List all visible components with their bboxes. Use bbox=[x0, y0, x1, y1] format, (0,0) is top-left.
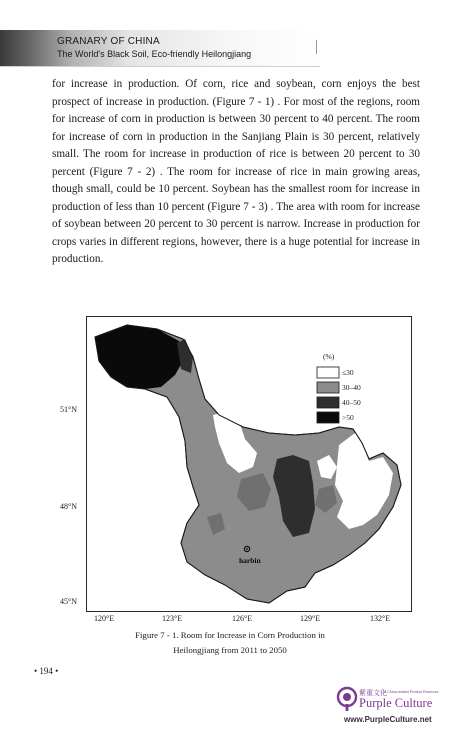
lat-label-48n: 48°N bbox=[60, 502, 77, 511]
legend-label-4: >50 bbox=[342, 413, 354, 422]
page-number: • 194 • bbox=[34, 666, 59, 676]
legend-swatch-2 bbox=[317, 382, 339, 393]
lon-label-129e: 129°E bbox=[300, 614, 321, 623]
lon-label-120e: 120°E bbox=[94, 614, 115, 623]
heilongjiang-map bbox=[87, 317, 411, 611]
watermark-url: www.PurpleCulture.net bbox=[344, 715, 432, 724]
lon-label-123e: 123°E bbox=[162, 614, 183, 623]
harbin-label: harbin bbox=[239, 556, 261, 565]
header-divider-tick bbox=[316, 40, 317, 54]
lon-label-132e: 132°E bbox=[370, 614, 391, 623]
legend-label-1: ≤30 bbox=[342, 368, 354, 377]
legend-title: (%) bbox=[323, 352, 335, 361]
legend-swatch-4 bbox=[317, 412, 339, 423]
lat-label-51n: 51°N bbox=[60, 405, 77, 414]
lat-label-45n: 45°N bbox=[60, 597, 77, 606]
watermark-chinese-text: 紫重文化 bbox=[359, 689, 387, 697]
legend-label-2: 30–40 bbox=[342, 383, 361, 392]
body-paragraph: for increase in production. Of corn, rice and soybean, corn enjoys the best prospect of increase in production. (Figure 7 - 1) . For most of the regions, room for increase of corn in production is between 30 percent to 40 percent. The room for increase of corn in production in the Sanjiang Plain is 30 percent, relatively small. The room for increase in production of rice is between 20 percent to 30 percent (Figure 7 - 2) . The room for increase of rice in main growing areas, though small, could be 10 percent. Soybean has the smallest room for increase in production of less than 10 percent (Figure 7 - 3) . The area with room for increase of soybean between 20 percent to 30 percent is narrow. Increase in production for crops varies in different regions, however, there is a huge potential for increase in production. bbox=[52, 78, 420, 265]
running-header-subtitle: The World's Black Soil, Eco-friendly Heilongjiang bbox=[57, 49, 252, 59]
watermark-brand: Purple Culture bbox=[359, 696, 433, 710]
legend-swatch-1 bbox=[317, 367, 339, 378]
purple-culture-watermark bbox=[334, 684, 450, 731]
running-header-title: GRANARY OF CHINA bbox=[57, 36, 160, 47]
lon-label-126e: 126°E bbox=[232, 614, 253, 623]
legend-label-3: 40–50 bbox=[342, 398, 361, 407]
purple-culture-logo-icon bbox=[336, 686, 358, 712]
figure-caption-line-2: Heilongjiang from 2011 to 2050 bbox=[173, 645, 287, 655]
figure-7-1-map bbox=[86, 316, 412, 612]
legend-swatch-3 bbox=[317, 397, 339, 408]
figure-caption-line-1: Figure 7 - 1. Room for Increase in Corn Production in bbox=[135, 630, 325, 640]
legend bbox=[317, 367, 361, 423]
watermark-tagline: A China-related Product Resource bbox=[384, 690, 439, 694]
